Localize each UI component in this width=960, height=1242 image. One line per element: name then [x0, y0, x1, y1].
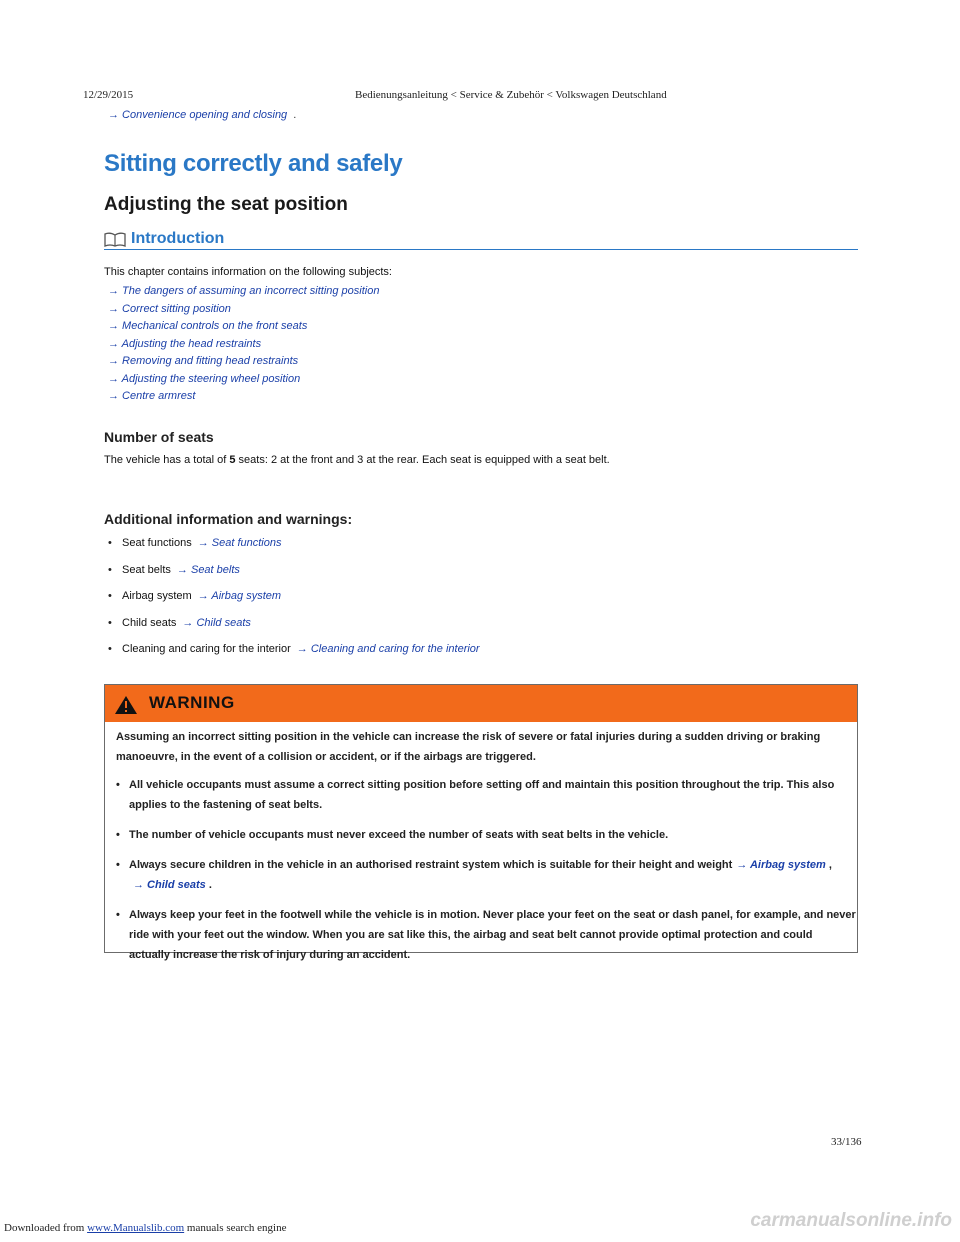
- item-label: Cleaning and caring for the interior: [122, 643, 291, 655]
- seat-count: 5: [229, 454, 236, 466]
- additional-heading: Additional information and warnings:: [104, 511, 353, 527]
- toc-link[interactable]: → Correct sitting position: [108, 302, 231, 315]
- warning-box: [104, 684, 858, 961]
- introduction-heading: [104, 229, 858, 250]
- item-label: Seat functions: [122, 537, 192, 549]
- warning-item: • All vehicle occupants must assume a correct sitting position before setting off and maintain this position throughout the trip. This also applies to the fastening of seat belts.: [116, 775, 856, 815]
- footer-prefix: Downloaded from: [4, 1222, 88, 1234]
- manualslib-link[interactable]: www.Manualslib.com: [87, 1222, 185, 1234]
- item-link[interactable]: → Seat functions: [197, 537, 282, 549]
- item-link[interactable]: → Child seats: [182, 616, 251, 629]
- warning-triangle-icon: [114, 695, 138, 715]
- list-item: [108, 586, 480, 613]
- introduction-label: Introduction: [131, 230, 225, 247]
- warning-header: [105, 685, 857, 722]
- toc-link[interactable]: → Centre armrest: [108, 390, 196, 402]
- warning-title: WARNING: [149, 693, 235, 712]
- item-link[interactable]: → Seat belts: [176, 563, 240, 576]
- list-item: [108, 639, 480, 666]
- seats-text-after: seats: 2 at the front and 3 at the rear. Each seat is equipped with a seat belt.: [235, 454, 610, 466]
- seats-heading: Number of seats: [104, 429, 214, 445]
- header-date: 12/29/2015: [83, 89, 134, 101]
- convenience-link[interactable]: → Convenience opening and closing: [108, 109, 288, 121]
- warning-list: [116, 775, 856, 965]
- list-item: [108, 613, 480, 640]
- toc-link[interactable]: → Removing and fitting head restraints: [108, 355, 299, 367]
- item-label: Airbag system: [122, 590, 192, 602]
- item-label: Child seats: [122, 616, 177, 629]
- additional-list: [108, 533, 480, 666]
- convenience-link-trail: .: [293, 109, 297, 121]
- item-link[interactable]: → Airbag system: [197, 590, 282, 602]
- warning-item: • The number of vehicle occupants must never exceed the number of seats with seat belts in the vehicle.: [116, 825, 856, 845]
- section-title: Sitting correctly and safely: [104, 150, 403, 177]
- intro-text: This chapter contains information on the following subjects:: [104, 266, 392, 278]
- convenience-link-line: [108, 109, 296, 121]
- footer-suffix: manuals search engine: [184, 1222, 287, 1234]
- child-seats-link[interactable]: → Child seats: [133, 879, 206, 891]
- watermark: carmanualsonline.info: [750, 1210, 952, 1231]
- book-icon: [104, 232, 126, 247]
- toc-link[interactable]: → Adjusting the head restraints: [108, 337, 262, 350]
- warning-body: [116, 727, 856, 975]
- toc-list: [108, 283, 379, 406]
- warning-intro: Assuming an incorrect sitting position in the vehicle can increase the risk of severe or fatal injuries during a sudden driving or braking manoeuvre, in the event of a collision or accident, or if the airbags are triggered.: [116, 731, 821, 763]
- warning-item-end: .: [208, 879, 212, 891]
- seats-text-before: The vehicle has a total of: [104, 454, 230, 466]
- subsection-title: Adjusting the seat position: [104, 194, 348, 215]
- list-item: [108, 533, 480, 560]
- footer: [4, 1222, 286, 1234]
- warning-item-text: Always secure children in the vehicle in an authorised restraint system which is suitable for their height and weight: [129, 859, 733, 871]
- page-number: 33/136: [831, 1136, 862, 1148]
- warning-item: • Always keep your feet in the footwell while the vehicle is in motion. Never place your feet on the seat or dash panel, for example, and never ride with your feet out the window. When you are sat like this, the airbag and seat belt cannot provide optimal protection and could actually increase the risk of injury during an accident.: [116, 905, 856, 965]
- toc-link[interactable]: → The dangers of assuming an incorrect sitting position: [108, 285, 380, 297]
- airbag-system-link[interactable]: → Airbag system: [736, 859, 826, 871]
- toc-link[interactable]: → Adjusting the steering wheel position: [108, 372, 301, 385]
- warning-item: [116, 855, 856, 895]
- list-item: [108, 560, 480, 587]
- header-title: Bedienungsanleitung < Service & Zubehör < Volkswagen Deutschland: [355, 89, 667, 101]
- item-link[interactable]: → Cleaning and caring for the interior: [296, 643, 480, 655]
- seats-text: [104, 454, 610, 466]
- item-label: Seat belts: [122, 563, 171, 576]
- toc-link[interactable]: → Mechanical controls on the front seats: [108, 320, 308, 332]
- warning-item-sep: ,: [828, 859, 832, 871]
